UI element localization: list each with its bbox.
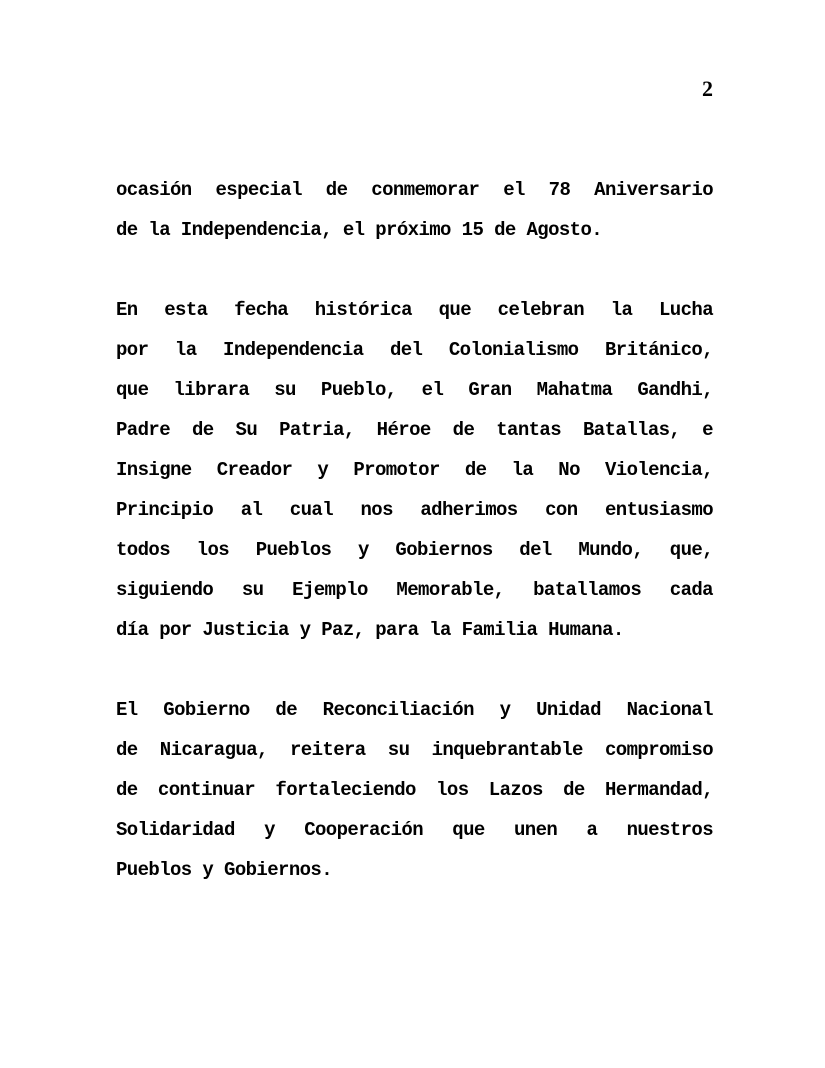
page-number: 2: [702, 76, 713, 101]
text-line: por la Independencia del Colonialismo Británico,: [116, 339, 713, 361]
text-line: En esta fecha histórica que celebran la Lucha: [116, 299, 713, 321]
text-line: siguiendo su Ejemplo Memorable, batallamos cada: [116, 579, 713, 601]
text-line: ocasión especial de conmemorar el 78 Aniversario: [116, 179, 713, 201]
text-line: de Nicaragua, reitera su inquebrantable compromiso: [116, 739, 713, 761]
text-line: de continuar fortaleciendo los Lazos de Hermandad,: [116, 779, 713, 801]
text-line: El Gobierno de Reconciliación y Unidad Nacional: [116, 699, 713, 721]
paragraph-spacer: [116, 650, 713, 690]
text-line: Pueblos y Gobiernos.: [116, 859, 333, 881]
paragraph-3: [116, 690, 713, 890]
paragraph-1: [116, 170, 713, 250]
paragraph-spacer: [116, 250, 713, 290]
paragraph-2: [116, 290, 713, 650]
text-line: Solidaridad y Cooperación que unen a nuestros: [116, 819, 713, 841]
letter-body: [116, 170, 713, 890]
text-line: día por Justicia y Paz, para la Familia Humana.: [116, 619, 624, 641]
text-line: Insigne Creador y Promotor de la No Violencia,: [116, 459, 713, 481]
text-line: Padre de Su Patria, Héroe de tantas Batallas, e: [116, 419, 713, 441]
text-line: que librara su Pueblo, el Gran Mahatma Gandhi,: [116, 379, 713, 401]
text-line: Principio al cual nos adherimos con entusiasmo: [116, 499, 713, 521]
text-line: todos los Pueblos y Gobiernos del Mundo, que,: [116, 539, 713, 561]
text-line: de la Independencia, el próximo 15 de Agosto.: [116, 219, 603, 241]
